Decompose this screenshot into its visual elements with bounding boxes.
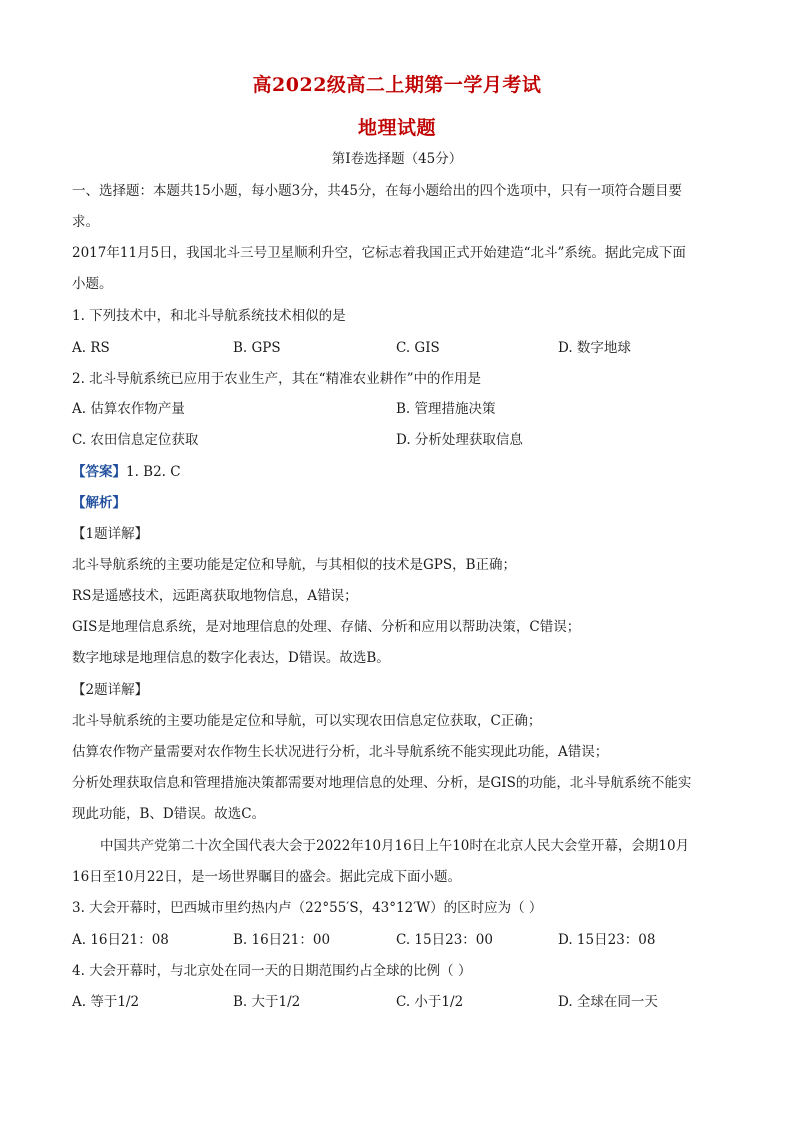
passage2-line-2: 16日至10月22日，是一场世界瞩目的盛会。据此完成下面小题。 bbox=[72, 869, 462, 885]
q3-option-d: D. 15日23：08 bbox=[558, 932, 656, 948]
detail2-line-4: 现此功能，B、D错误。故选C。 bbox=[72, 806, 266, 822]
exam-title: 高2022级高二上期第一学月考试 bbox=[252, 74, 542, 96]
q4-option-d: D. 全球在同一天 bbox=[558, 994, 658, 1010]
detail2-label: 【2题详解】 bbox=[72, 682, 149, 698]
q3-option-a: A. 16日21：08 bbox=[72, 932, 169, 948]
detail2-line-3: 分析处理获取信息和管理措施决策都需要对地理信息的处理、分析，是GIS的功能，北斗导航系统不能实 bbox=[72, 775, 692, 791]
detail2-line-1: 北斗导航系统的主要功能是定位和导航，可以实现农田信息定位获取，C正确； bbox=[72, 713, 542, 729]
q2-option-a: A. 估算农作物产量 bbox=[72, 401, 185, 417]
q3-stem: 3. 大会开幕时，巴西城市里约热内卢（22°55′S，43°12′W）的区时应为（ ） bbox=[72, 900, 543, 916]
subject-title: 地理试题 bbox=[357, 117, 436, 139]
q4-option-c: C. 小于1/2 bbox=[396, 994, 464, 1010]
passage1-line-2: 小题。 bbox=[72, 276, 113, 292]
answer-text: 1. B2. C bbox=[126, 464, 181, 480]
q1-option-a: A. RS bbox=[72, 340, 110, 356]
answer-label: 【答案】 bbox=[72, 464, 126, 480]
detail1-line-3: GIS是地理信息系统，是对地理信息的处理、存储、分析和应用以帮助决策，C错误； bbox=[72, 619, 581, 635]
detail2-line-2: 估算农作物产量需要对农作物生长状况进行分析，北斗导航系统不能实现此功能，A错误； bbox=[72, 744, 609, 760]
q2-stem: 2. 北斗导航系统已应用于农业生产，其在“精准农业耕作”中的作用是 bbox=[72, 371, 481, 387]
passage2-line-1: 中国共产党第二十次全国代表大会于2022年10月16日上午10时在北京人民大会堂开幕，会期10月 bbox=[100, 838, 690, 854]
q4-option-b: B. 大于1/2 bbox=[233, 994, 301, 1010]
q2-option-c: C. 农田信息定位获取 bbox=[72, 432, 199, 448]
answer-line bbox=[72, 463, 181, 481]
detail1-line-1: 北斗导航系统的主要功能是定位和导航，与其相似的技术是GPS，B正确； bbox=[72, 557, 517, 573]
q3-option-b: B. 16日21：00 bbox=[233, 932, 331, 948]
q1-option-d: D. 数字地球 bbox=[558, 340, 631, 356]
q4-option-a: A. 等于1/2 bbox=[72, 994, 140, 1010]
q2-option-d: D. 分析处理获取信息 bbox=[396, 432, 523, 448]
detail1-line-2: RS是遥感技术，远距离获取地物信息，A错误； bbox=[72, 588, 358, 604]
q1-option-c: C. GIS bbox=[396, 340, 440, 356]
instructions-line-1: 一、选择题：本题共15小题，每小题3分，共45分，在每小题给出的四个选项中，只有一项符合题目要 bbox=[72, 183, 682, 199]
detail1-label: 【1题详解】 bbox=[72, 526, 149, 542]
detail1-line-4: 数字地球是地理信息的数字化表达，D错误。故选B。 bbox=[72, 650, 390, 666]
section-heading: 第I卷选择题（45分） bbox=[331, 151, 463, 167]
passage1-line-1: 2017年11月5日，我国北斗三号卫星顺利升空，它标志着我国正式开始建造“北斗”系统。据此完成下面 bbox=[72, 245, 686, 261]
q3-option-c: C. 15日23：00 bbox=[396, 932, 493, 948]
q4-stem: 4. 大会开幕时，与北京处在同一天的日期范围约占全球的比例（ ） bbox=[72, 963, 472, 979]
instructions-line-2: 求。 bbox=[72, 214, 99, 230]
q2-option-b: B. 管理措施决策 bbox=[396, 401, 496, 417]
q1-option-b: B. GPS bbox=[233, 340, 281, 356]
q1-stem: 1. 下列技术中，和北斗导航系统技术相似的是 bbox=[72, 308, 346, 324]
analysis-label: 【解析】 bbox=[72, 495, 126, 511]
